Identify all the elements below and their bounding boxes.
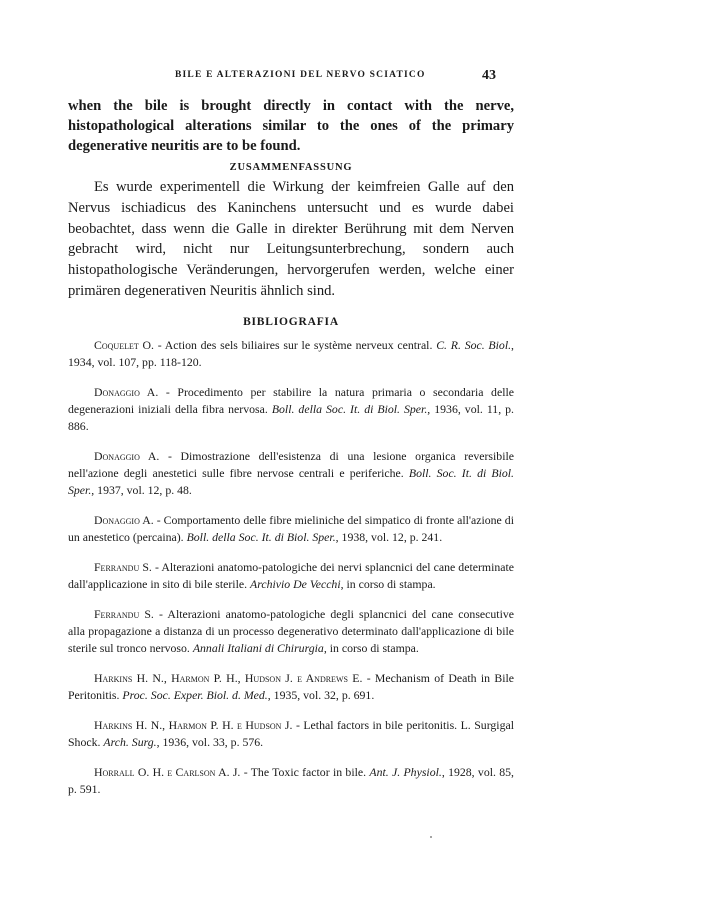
reference-details: , 1934, vol. 107, pp. 118-120. bbox=[68, 338, 514, 370]
page-number: 43 bbox=[482, 68, 496, 83]
reference-journal: Boll. della Soc. It. di Biol. Sper. bbox=[186, 530, 336, 545]
reference-title: - Mechanism of Death in Bile Peritonitis. bbox=[68, 671, 514, 703]
reference-entry bbox=[68, 764, 514, 798]
reference-entry bbox=[68, 670, 514, 704]
reference-title: - Alterazioni anatomo-patologiche degli splancnici del cane consecutive alla propagazione a distanza di un processo degenerativo determinato dall'applicazione di bile sterile sul tronco nervoso. bbox=[68, 606, 514, 656]
reference-authors: Harkins H. N., Harmon P. H. e Hudson J. bbox=[94, 717, 293, 732]
scan-speck bbox=[430, 836, 432, 838]
reference-details: , in corso di stampa. bbox=[340, 577, 436, 592]
reference-authors: Coquelet O. bbox=[94, 338, 154, 352]
reference-authors: Harkins H. N., Harmon P. H., Hudson J. e Andrews E. bbox=[94, 671, 363, 686]
bibliography-heading: BIBLIOGRAFIA bbox=[243, 316, 339, 328]
reference-title: - The Toxic factor in bile. bbox=[240, 764, 370, 779]
reference-authors: Donaggio A. bbox=[94, 449, 160, 464]
bibliography-list bbox=[68, 337, 514, 811]
reference-authors: Donaggio A. bbox=[94, 384, 159, 399]
reference-details: , 1937, vol. 12, p. 48. bbox=[91, 483, 192, 498]
reference-details: , in corso di stampa. bbox=[323, 641, 419, 656]
reference-authors: Ferrandu S. bbox=[94, 606, 154, 621]
reference-title: - Comportamento delle fibre mieliniche del simpatico di fronte all'azione di un anestetico (percaina). bbox=[68, 513, 514, 545]
reference-journal: Ant. J. Physiol. bbox=[369, 764, 442, 779]
reference-journal: C. R. Soc. Biol. bbox=[436, 338, 512, 352]
reference-details: , 1936, vol. 11, p. 886. bbox=[68, 402, 514, 434]
reference-journal: Annali Italiani di Chirurgia bbox=[192, 641, 324, 656]
reference-title: - Procedimento per stabilire la natura primaria o secondaria delle degenerazioni iniziali della fibra nervosa. bbox=[68, 384, 514, 417]
reference-entry bbox=[68, 448, 514, 500]
reference-authors: Donaggio A. bbox=[94, 513, 154, 528]
reference-details: , 1936, vol. 33, p. 576. bbox=[156, 735, 264, 750]
reference-title: - Alterazioni anatomo-patologiche dei nervi splancnici del cane determinate dall'applicazione in sito di bile sterile. bbox=[68, 560, 514, 592]
reference-journal: Arch. Surg. bbox=[103, 735, 157, 750]
reference-title: - Lethal factors in bile peritonitis. L. Surgigal Shock. bbox=[68, 717, 514, 750]
reference-journal: Boll. della Soc. It. di Biol. Sper. bbox=[271, 402, 428, 417]
reference-authors: Ferrandu S. bbox=[94, 560, 152, 575]
reference-details: , 1935, vol. 32, p. 691. bbox=[267, 688, 375, 703]
summary-heading: ZUSAMMENFASSUNG bbox=[229, 162, 353, 173]
reference-journal: Proc. Soc. Exper. Biol. d. Med. bbox=[122, 688, 268, 703]
reference-title: - Dimostrazione dell'esistenza di una lesione organica reversibile nell'azione degli anestetici sulle fibre nervose centrali e periferiche. bbox=[68, 449, 514, 481]
reference-details: , 1928, vol. 85, p. 591. bbox=[68, 764, 514, 797]
reference-journal: Boll. Soc. It. di Biol. Sper. bbox=[68, 466, 514, 498]
intro-paragraph: when the bile is brought directly in contact with the nerve, histopathological alterations similar to the ones of the primary degenerative neuritis are to be found. bbox=[68, 98, 514, 154]
reference-entry bbox=[68, 512, 514, 546]
reference-entry bbox=[68, 717, 514, 751]
summary-paragraph: Es wurde experimentell die Wirkung der keimfreien Galle auf den Nervus ischiadicus des Kaninchens untersucht und es wurde dabei beobachtet, dass wenn die Galle in direkter Berührung mit dem Nerven gebracht wird, nicht nur Leitungsunterbrechung, sondern auch histopathologische Veränderungen, hervorgerufen werden, welche einer primären degenerativen Neuritis ähnlich sind. bbox=[68, 179, 514, 299]
reference-title: - Action des sels biliaires sur le système nerveux central. bbox=[153, 338, 437, 352]
reference-details: , 1938, vol. 12, p. 241. bbox=[335, 530, 443, 545]
running-head: BILE E ALTERAZIONI DEL NERVO SCIATICO bbox=[175, 70, 426, 80]
reference-entry bbox=[68, 606, 514, 658]
reference-entry bbox=[68, 559, 514, 593]
reference-journal: Archivio De Vecchi bbox=[249, 577, 341, 592]
reference-authors: Horrall O. H. e Carlson A. J. bbox=[94, 764, 241, 779]
reference-entry bbox=[68, 337, 514, 371]
reference-entry bbox=[68, 384, 514, 436]
